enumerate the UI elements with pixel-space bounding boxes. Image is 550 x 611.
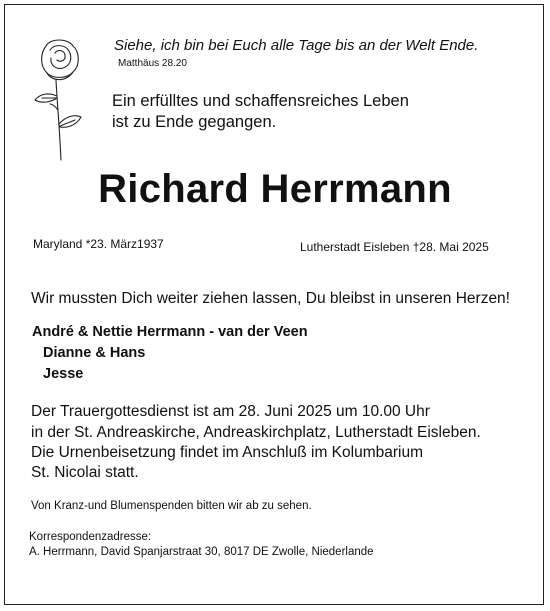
family-line: Jesse: [43, 366, 84, 382]
life-statement-line-1: Ein erfülltes und schaffensreiches Leben: [112, 92, 409, 110]
rose-icon: [30, 38, 86, 162]
correspondence-label: Korrespondenzadresse:: [29, 531, 152, 543]
service-line: Der Trauergottesdienst ist am 28. Juni 2025 um 10.00 Uhr: [31, 403, 430, 420]
birth-info: Maryland *23. März1937: [33, 237, 164, 251]
service-line: St. Nicolai statt.: [31, 464, 139, 481]
service-line: in der St. Andreaskirche, Andreaskirchplatz, Lutherstadt Eisleben.: [31, 424, 481, 441]
memorial-quote: Wir mussten Dich weiter ziehen lassen, Du bleibst in unseren Herzen!: [31, 290, 510, 307]
family-line: Dianne & Hans: [43, 345, 146, 361]
death-info: Lutherstadt Eisleben †28. Mai 2025: [300, 240, 489, 254]
life-statement-line-2: ist zu Ende gegangen.: [112, 113, 277, 131]
service-line: Die Urnenbeisetzung findet im Anschluß im Kolumbarium: [31, 444, 423, 461]
deceased-name: Richard Herrmann: [98, 167, 452, 211]
bible-verse: Siehe, ich bin bei Euch alle Tage bis an der Welt Ende.: [114, 37, 479, 54]
correspondence-address: A. Herrmann, David Spanjarstraat 30, 8017 DE Zwolle, Niederlande: [29, 546, 374, 558]
verse-reference: Matthäus 28.20: [118, 58, 187, 69]
family-line: André & Nettie Herrmann - van der Veen: [32, 324, 308, 340]
flowers-request: Von Kranz-und Blumenspenden bitten wir ab zu sehen.: [31, 500, 312, 512]
